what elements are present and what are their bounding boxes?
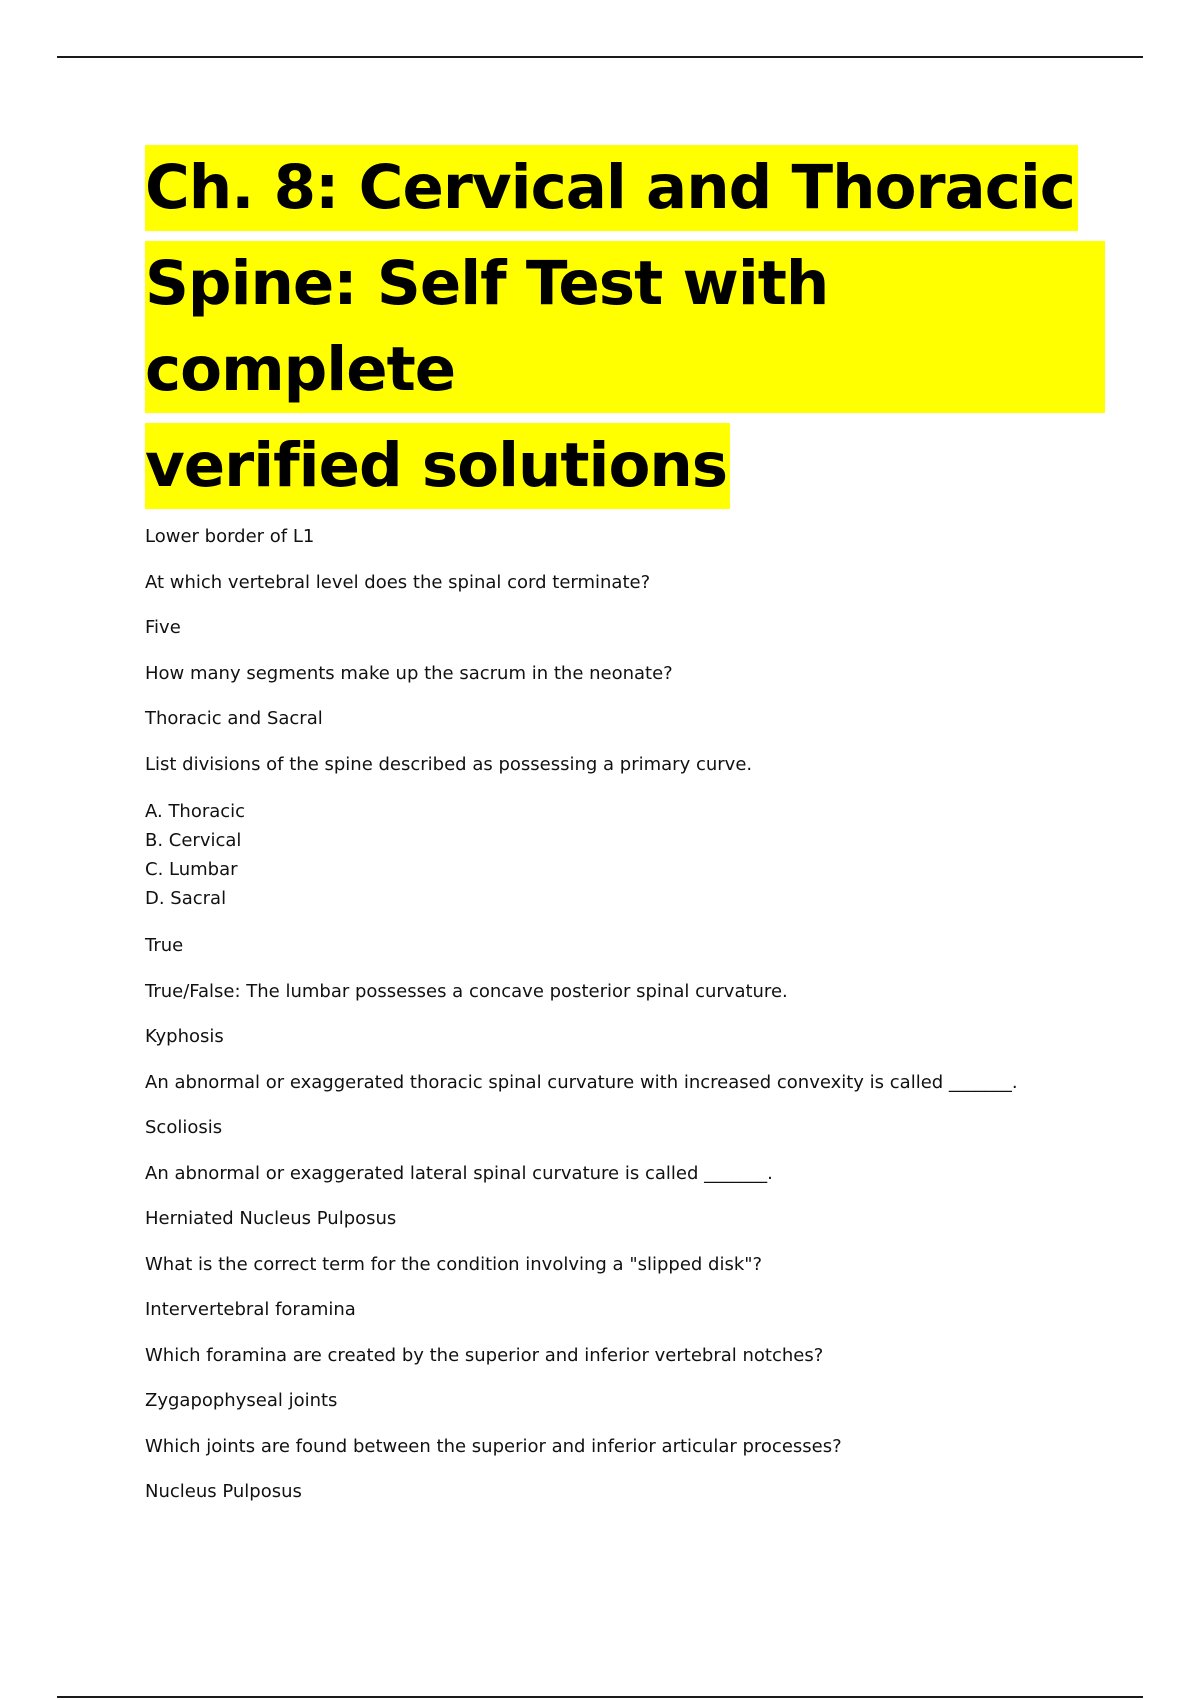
answer-text: Intervertebral foramina <box>145 1299 356 1320</box>
question-text: An abnormal or exaggerated thoracic spinal curvature with increased convexity is called _______. <box>145 1071 1018 1093</box>
choice-item: B. Cervical <box>145 830 242 851</box>
choice-item: A. Thoracic <box>145 801 246 822</box>
document-body <box>145 140 1105 1525</box>
title-line: Ch. 8: Cervical and Thoracic <box>145 145 1078 231</box>
choice-list <box>145 797 1105 913</box>
question-text: At which vertebral level does the spinal cord terminate? <box>145 571 651 593</box>
answer-text: Zygapophyseal joints <box>145 1390 338 1411</box>
answer-text: Herniated Nucleus Pulposus <box>145 1208 397 1229</box>
title-line: verified solutions <box>145 423 730 509</box>
answer-text: Thoracic and Sacral <box>145 708 323 729</box>
question-text: List divisions of the spine described as possessing a primary curve. <box>145 753 753 775</box>
answer-text: Kyphosis <box>145 1026 224 1047</box>
answer-text: Scoliosis <box>145 1117 223 1138</box>
answer-text: Nucleus Pulposus <box>145 1481 302 1502</box>
question-text: Which joints are found between the superior and inferior articular processes? <box>145 1435 842 1457</box>
question-text: Which foramina are created by the superior and inferior vertebral notches? <box>145 1344 824 1366</box>
question-text: True/False: The lumbar possesses a concave posterior spinal curvature. <box>145 980 788 1002</box>
answer-text: Lower border of L1 <box>145 526 315 547</box>
question-text: How many segments make up the sacrum in the neonate? <box>145 662 673 684</box>
document-title <box>145 140 1105 514</box>
title-line: Spine: Self Test with complete <box>145 241 1105 413</box>
footer-rule <box>57 1696 1143 1698</box>
answer-text: Five <box>145 617 181 638</box>
choice-item: D. Sacral <box>145 888 227 909</box>
choice-item: C. Lumbar <box>145 859 238 880</box>
answer-text: True <box>145 935 184 956</box>
header-rule <box>57 56 1143 58</box>
question-text: What is the correct term for the condition involving a "slipped disk"? <box>145 1253 763 1275</box>
qa-list <box>145 524 1105 1505</box>
question-text: An abnormal or exaggerated lateral spinal curvature is called _______. <box>145 1162 773 1184</box>
